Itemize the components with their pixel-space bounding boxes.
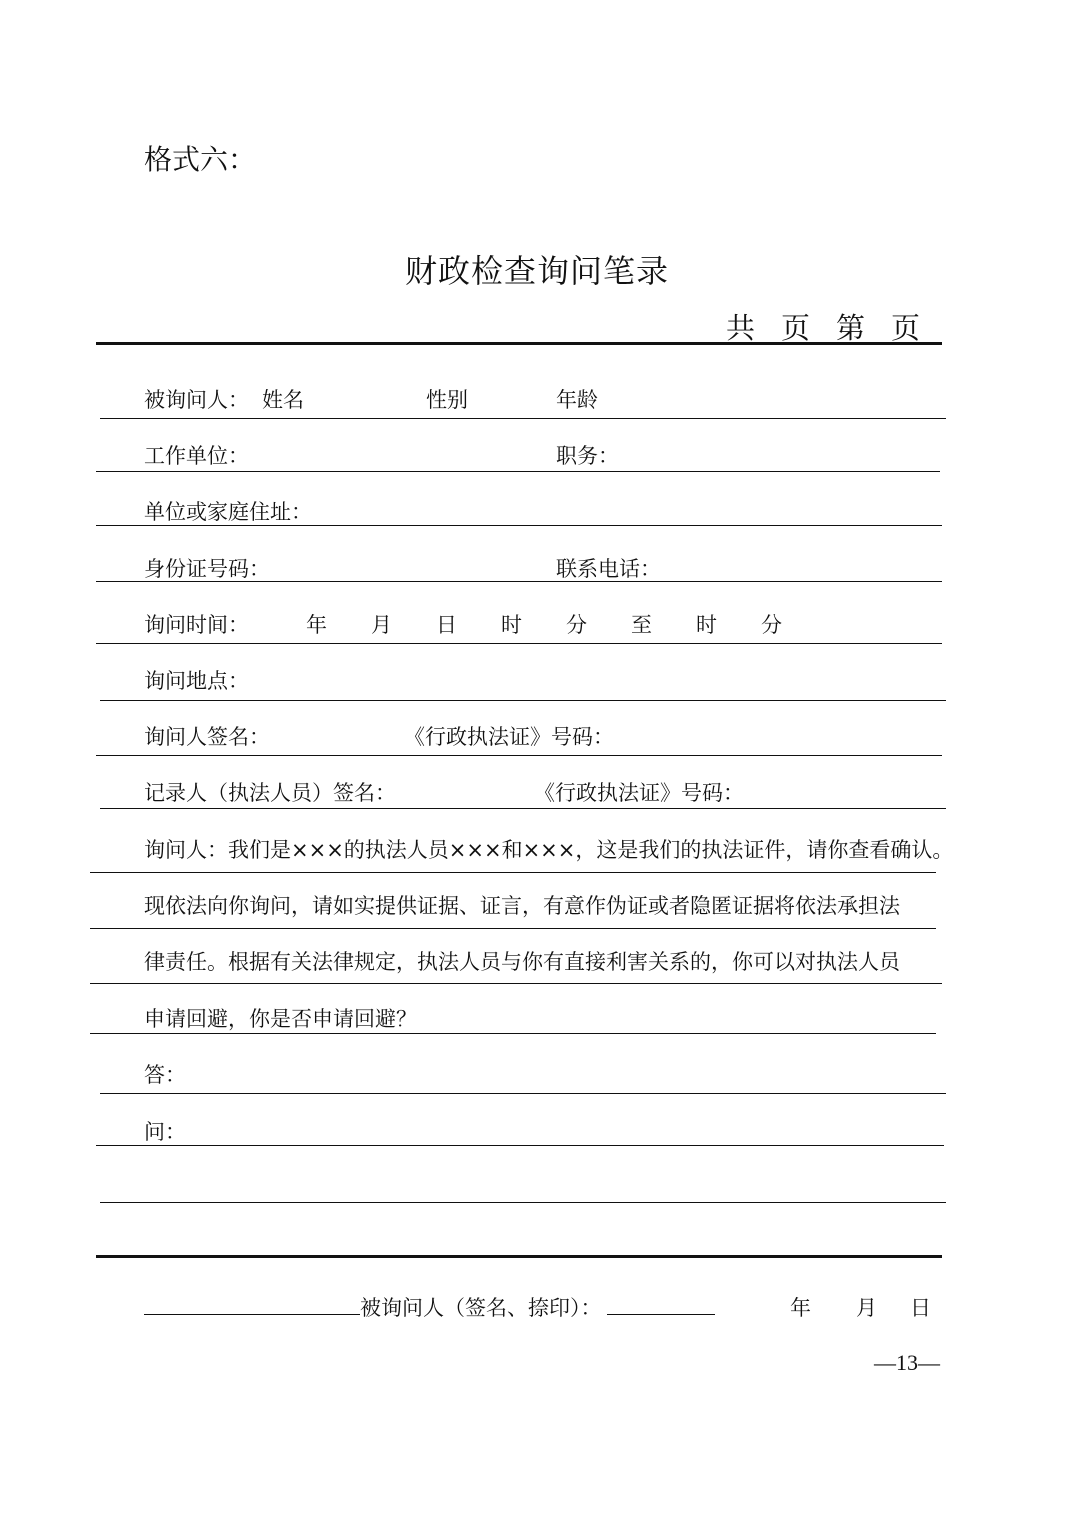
- inquirer-sign-label: 询问人签名：: [144, 725, 270, 749]
- signature-label: 被询问人（签名、捺印）：: [360, 1296, 602, 1320]
- row-rule: [96, 581, 942, 582]
- statement-line: 现依法向你询问，请如实提供证据、证言，有意作伪证或者隐匿证据将依法承担法: [144, 894, 900, 918]
- row-rule: [90, 928, 936, 929]
- row-rule: [90, 872, 936, 873]
- document-title: 财政检查询问笔录: [404, 252, 669, 290]
- statement-line: 律责任。根据有关法律规定，执法人员与你有直接利害关系的，你可以对执法人员: [144, 950, 900, 974]
- row-rule: [90, 1033, 936, 1034]
- page-number: —13—: [874, 1350, 940, 1375]
- page-total-label: 共: [726, 311, 756, 345]
- time-label: 询问时间：: [144, 613, 249, 637]
- page-counter: [726, 306, 920, 347]
- signature-line-2: [607, 1314, 715, 1315]
- id-number-label: 身份证号码：: [144, 557, 270, 581]
- page-unit-1: 页: [781, 311, 811, 345]
- row-rule: [90, 983, 942, 984]
- time-unit-hour-2: 时: [696, 613, 717, 637]
- row-rule: [96, 525, 942, 526]
- gender-label: 性别: [426, 388, 468, 412]
- page-nth-label: 第: [836, 311, 866, 345]
- footer-rule: [96, 1255, 942, 1258]
- statement-line: 申请回避，你是否申请回避？: [144, 1007, 417, 1031]
- time-unit-day: 日: [436, 613, 457, 637]
- page-unit-2: 页: [891, 311, 921, 345]
- time-unit-minute: 分: [566, 613, 587, 637]
- name-label: 姓名: [262, 388, 304, 412]
- row-rule: [96, 1145, 944, 1146]
- time-unit-hour: 时: [501, 613, 522, 637]
- place-label: 询问地点：: [144, 669, 249, 693]
- row-rule: [100, 700, 946, 701]
- statement-line: 询问人：我们是×××的执法人员×××和×××，这是我们的执法证件，请你查看确认。: [144, 838, 954, 862]
- row-rule: [100, 418, 946, 419]
- address-label: 单位或家庭住址：: [144, 500, 312, 524]
- signature-year: 年: [790, 1296, 811, 1320]
- time-unit-minute-2: 分: [761, 613, 782, 637]
- row-rule: [96, 471, 940, 472]
- signature-day: 日: [910, 1296, 931, 1320]
- age-label: 年龄: [556, 388, 598, 412]
- license-number-label: 《行政执法证》号码：: [404, 725, 614, 749]
- row-rule: [100, 1202, 946, 1203]
- time-unit-year: 年: [306, 613, 327, 637]
- format-label: 格式六：: [144, 143, 257, 176]
- answer-label: 答：: [144, 1063, 186, 1087]
- time-unit-month: 月: [371, 613, 392, 637]
- interviewee-label: 被询问人：: [144, 388, 249, 412]
- position-label: 职务：: [556, 444, 619, 468]
- row-rule: [96, 755, 942, 756]
- license-number-label-2: 《行政执法证》号码：: [534, 781, 744, 805]
- signature-line: [144, 1314, 360, 1315]
- phone-label: 联系电话：: [556, 557, 661, 581]
- recorder-sign-label: 记录人（执法人员）签名：: [144, 781, 396, 805]
- work-unit-label: 工作单位：: [144, 444, 249, 468]
- signature-month: 月: [856, 1296, 877, 1320]
- row-rule: [96, 643, 942, 644]
- time-unit-to: 至: [631, 613, 652, 637]
- row-rule: [100, 808, 946, 809]
- question-label: 问：: [144, 1120, 186, 1144]
- row-rule: [100, 1093, 946, 1094]
- header-rule: [96, 342, 942, 345]
